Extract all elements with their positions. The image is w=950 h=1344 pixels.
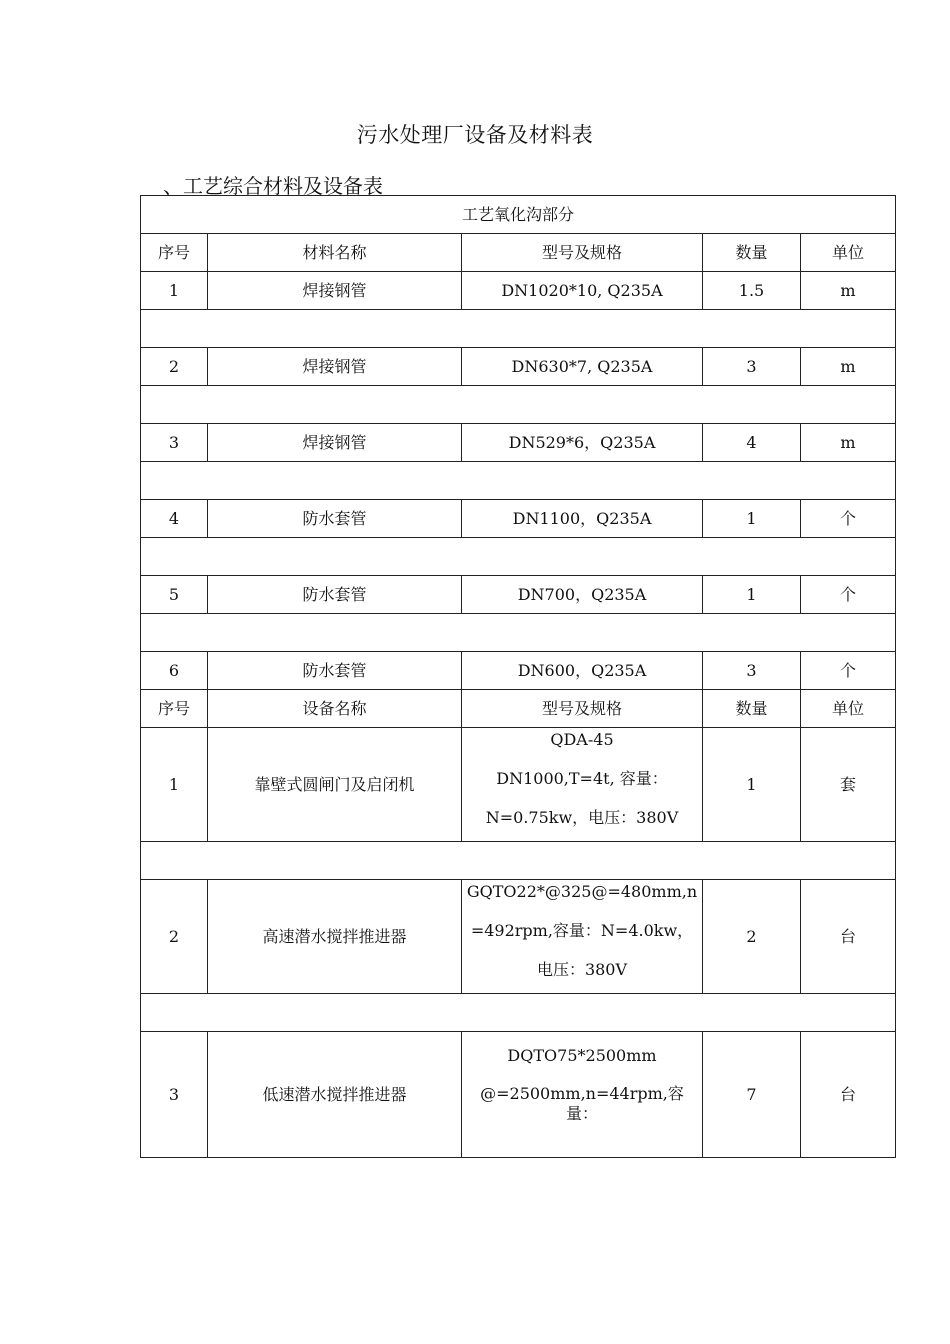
row-unit: 台 xyxy=(801,880,896,994)
blank-row xyxy=(141,310,896,348)
section-heading: 、工艺综合材料及设备表 xyxy=(163,174,383,198)
header-equipment-name: 设备名称 xyxy=(208,690,462,728)
spec-line: DQTO75*2500mm xyxy=(507,1046,657,1065)
row-name: 防水套管 xyxy=(208,500,462,538)
table-row xyxy=(141,1032,896,1158)
row-unit: m xyxy=(801,272,896,310)
spec-line: GQTO22*@325@=480mm,n xyxy=(466,882,698,901)
spec-line: QDA-45 xyxy=(550,730,614,749)
table-row xyxy=(141,652,896,690)
row-qty: 4 xyxy=(703,424,801,462)
spec-line: DN1000,T=4t, 容量： xyxy=(496,769,668,788)
equipment-header-row xyxy=(141,690,896,728)
row-qty: 3 xyxy=(703,348,801,386)
row-qty: 1 xyxy=(703,576,801,614)
row-name: 焊接钢管 xyxy=(208,348,462,386)
blank-row xyxy=(141,614,896,652)
row-qty: 7 xyxy=(703,1032,801,1158)
blank-cell xyxy=(141,462,896,500)
row-spec xyxy=(462,880,703,994)
row-unit: 台 xyxy=(801,1032,896,1158)
row-unit: 个 xyxy=(801,652,896,690)
group-title-row xyxy=(141,196,896,234)
blank-cell xyxy=(141,614,896,652)
header-qty: 数量 xyxy=(703,690,801,728)
row-spec: DN529*6，Q235A xyxy=(462,424,703,462)
group-title: 工艺氧化沟部分 xyxy=(141,196,896,234)
row-qty: 3 xyxy=(703,652,801,690)
row-unit: m xyxy=(801,348,896,386)
row-qty: 1 xyxy=(703,500,801,538)
spec-line: N=0.75kw，电压：380V xyxy=(485,808,679,827)
header-spec: 型号及规格 xyxy=(462,234,703,272)
blank-row xyxy=(141,386,896,424)
row-no: 1 xyxy=(141,728,208,842)
blank-cell xyxy=(141,538,896,576)
row-unit: 个 xyxy=(801,576,896,614)
row-qty: 1 xyxy=(703,728,801,842)
blank-row xyxy=(141,842,896,880)
row-no: 4 xyxy=(141,500,208,538)
header-no: 序号 xyxy=(141,690,208,728)
row-spec: DN600，Q235A xyxy=(462,652,703,690)
table-row xyxy=(141,880,896,994)
table-row xyxy=(141,424,896,462)
table-row xyxy=(141,500,896,538)
blank-row xyxy=(141,462,896,500)
row-name: 防水套管 xyxy=(208,652,462,690)
blank-row xyxy=(141,994,896,1032)
row-name: 防水套管 xyxy=(208,576,462,614)
header-material-name: 材料名称 xyxy=(208,234,462,272)
row-name: 靠壁式圆闸门及启闭机 xyxy=(208,728,462,842)
row-unit: 个 xyxy=(801,500,896,538)
blank-row xyxy=(141,538,896,576)
row-no: 5 xyxy=(141,576,208,614)
row-spec: DN630*7, Q235A xyxy=(462,348,703,386)
table-row xyxy=(141,272,896,310)
spec-line: 量： xyxy=(565,1104,598,1123)
row-unit: 套 xyxy=(801,728,896,842)
row-qty: 2 xyxy=(703,880,801,994)
spec-line: @=2500mm,n=44rpm,容 xyxy=(480,1084,684,1103)
row-no: 2 xyxy=(141,880,208,994)
row-no: 3 xyxy=(141,424,208,462)
row-spec xyxy=(462,1032,703,1158)
header-no: 序号 xyxy=(141,234,208,272)
materials-equipment-table xyxy=(140,195,896,1158)
spec-line: 电压：380V xyxy=(536,960,628,979)
header-unit: 单位 xyxy=(801,690,896,728)
row-name: 焊接钢管 xyxy=(208,272,462,310)
row-no: 1 xyxy=(141,272,208,310)
table-row xyxy=(141,348,896,386)
material-header-row xyxy=(141,234,896,272)
header-spec: 型号及规格 xyxy=(462,690,703,728)
row-name: 高速潜水搅拌推进器 xyxy=(208,880,462,994)
spec-line: =492rpm,容量：N=4.0kw， xyxy=(470,921,694,940)
header-qty: 数量 xyxy=(703,234,801,272)
row-name: 低速潜水搅拌推进器 xyxy=(208,1032,462,1158)
blank-cell xyxy=(141,386,896,424)
row-unit: m xyxy=(801,424,896,462)
blank-cell xyxy=(141,842,896,880)
row-name: 焊接钢管 xyxy=(208,424,462,462)
blank-cell xyxy=(141,310,896,348)
row-spec: DN1100，Q235A xyxy=(462,500,703,538)
table-row xyxy=(141,576,896,614)
row-no: 3 xyxy=(141,1032,208,1158)
row-spec: DN700，Q235A xyxy=(462,576,703,614)
row-no: 6 xyxy=(141,652,208,690)
document-title: 污水处理厂设备及材料表 xyxy=(356,123,594,147)
row-spec: DN1020*10, Q235A xyxy=(462,272,703,310)
blank-cell xyxy=(141,994,896,1032)
row-qty: 1.5 xyxy=(703,272,801,310)
header-unit: 单位 xyxy=(801,234,896,272)
table-row xyxy=(141,728,896,842)
row-no: 2 xyxy=(141,348,208,386)
row-spec xyxy=(462,728,703,842)
